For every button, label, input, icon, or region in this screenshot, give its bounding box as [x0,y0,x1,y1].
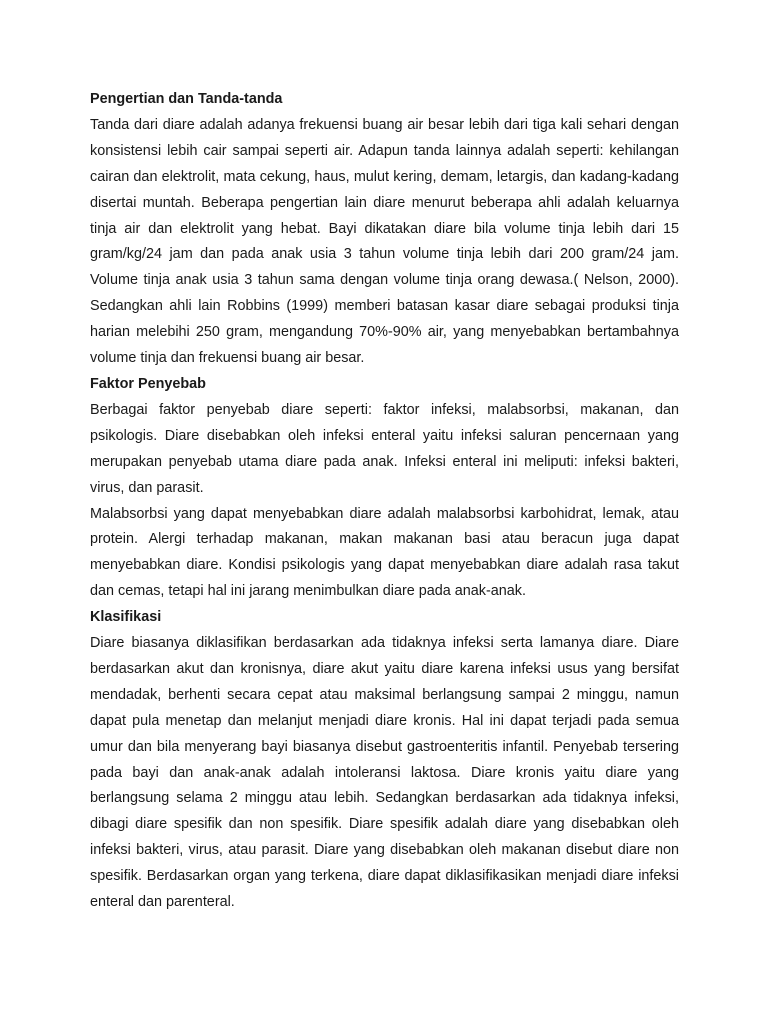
section-faktor-penyebab [90,372,679,605]
document-body [90,87,679,916]
section-pengertian [90,87,679,372]
section-heading: Pengertian dan Tanda-tanda [90,91,283,107]
paragraph: Malabsorbsi yang dapat menyebabkan diare adalah malabsorbsi karbohidrat, lemak, atau protein. Alergi terhadap makanan, makan makanan basi atau beracun juga dapat menyebabkan diare. Kondisi psikologis yang dapat menyebabkan diare adalah rasa takut dan cemas, tetapi hal ini jarang menimbulkan diare pada anak-anak. [90,505,679,600]
section-heading: Faktor Penyebab [90,375,206,392]
paragraph: Berbagai faktor penyebab diare seperti: faktor infeksi, malabsorbsi, makanan, dan psikologis. Diare disebabkan oleh infeksi enteral yaitu infeksi saluran pencernaan yang merupakan penyebab utama diare pada anak. Infeksi enteral ini meliputi: infeksi bakteri, virus, dan parasit. [90,401,679,496]
paragraph: Tanda dari diare adalah adanya frekuensi buang air besar lebih dari tiga kali sehari dengan konsistensi lebih cair sampai seperti air. Adapun tanda lainnya adalah seperti: kehilangan cairan dan elektrolit, mata cekung, haus, mulut kering, demam, letargis, dan kadang-kadang disertai muntah. Beberapa pengertian lain diare menurut beberapa ahli adalah keluarnya tinja air dan elektrolit yang hebat. Bayi dikatakan diare bila volume tinja lebih dari 15 gram/kg/24 jam dan pada anak usia 3 tahun volume tinja lebih dari 200 gram/24 jam. Volume tinja anak usia 3 tahun sama dengan volume tinja orang dewasa.( Nelson, 2000). Sedangkan ahli lain Robbins (1999) memberi batasan kasar diare sebagai produksi tinja harian melebihi 250 gram, mengandung 70%-90% air, yang menyebabkan bertambahnya volume tinja dan frekuensi buang air besar. [90,116,679,367]
paragraph: Diare biasanya diklasifikan berdasarkan ada tidaknya infeksi serta lamanya diare. Diare berdasarkan akut dan kronisnya, diare akut yaitu diare karena infeksi usus yang bersifat mendadak, berhenti secara cepat atau maksimal berlangsung sampai 2 minggu, namun dapat pula menetap dan melanjut menjadi diare kronis. Hal ini dapat terjadi pada semua umur dan bila menyerang bayi biasanya disebut gastroenteritis infantil. Penyebab tersering pada bayi dan anak-anak adalah intoleransi laktosa. Diare kronis yaitu diare yang berlangsung selama 2 minggu atau lebih. Sedangkan berdasarkan ada tidaknya infeksi, dibagi diare spesifik dan non spesifik. Diare spesifik adalah diare yang disebabkan oleh infeksi bakteri, virus, atau parasit. Diare yang disebabkan oleh makanan disebut diare non spesifik. Berdasarkan organ yang terkena, diare dapat diklasifikasikan menjadi diare infeksi enteral dan parenteral. [90,635,679,911]
section-heading: Klasifikasi [90,609,162,626]
section-klasifikasi [90,605,679,916]
